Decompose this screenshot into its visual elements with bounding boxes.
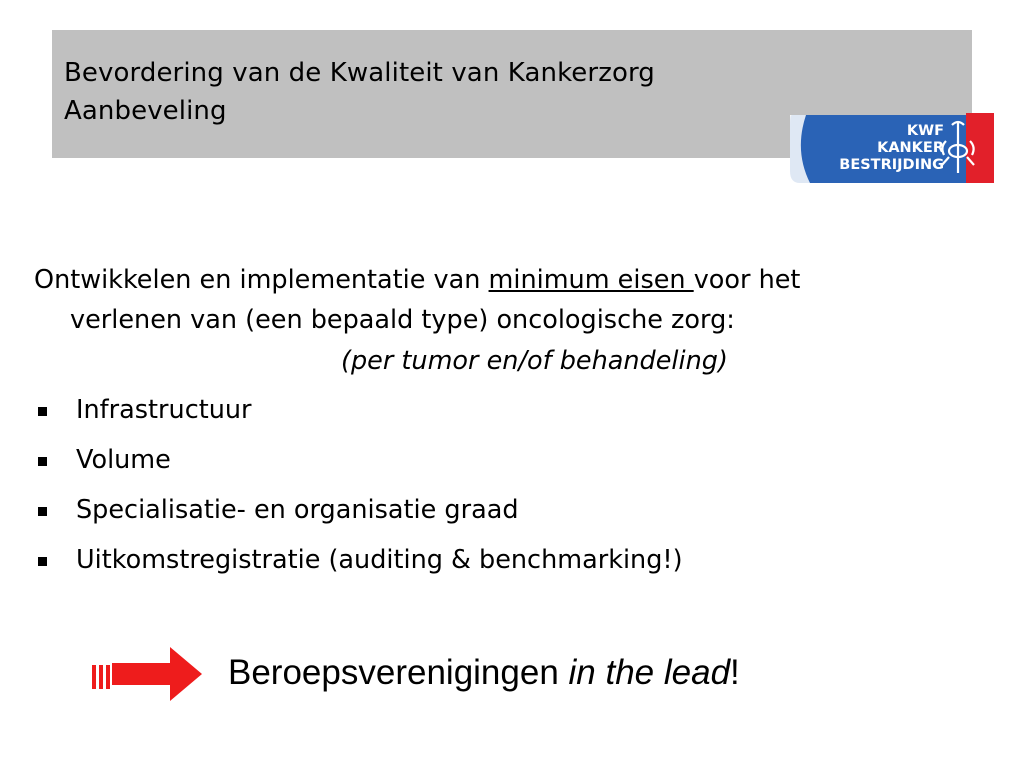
bullet-icon [38,407,47,416]
intro-emphasis: minimum eisen [488,265,694,295]
logo-text-kanker: KANKER [877,140,944,156]
intro-paragraph [34,260,984,340]
kwf-logo [786,111,996,185]
page-subtitle: Aanbeveling [64,96,227,126]
bullet-icon [38,557,47,566]
conclusion-text-end: ! [730,653,740,692]
conclusion-text-italic: in the lead [568,653,731,692]
conclusion-text-regular: Beroepsverenigingen [228,653,569,692]
page-title: Bevordering van de Kwaliteit van Kankerzorg [64,58,655,88]
bullet-icon [38,507,47,516]
list-item-text: Volume [76,445,171,475]
intro-text-start: Ontwikkelen en implementatie van [34,265,489,295]
list-item-text: Infrastructuur [76,395,252,425]
conclusion-text [228,653,740,693]
conclusion [84,645,984,705]
list-item-text: Specialisatie- en organisatie graad [76,495,519,525]
intro-text-end: voor het [693,265,801,295]
bullet-icon [38,457,47,466]
right-arrow-icon [84,645,204,703]
logo-text-bestrijding: BESTRIJDING [839,157,944,173]
intro-text-line2: verlenen van (een bepaald type) oncologische zorg: [70,305,735,335]
logo-text-kwf: KWF [906,123,944,139]
note-text: (per tumor en/of behandeling) [341,346,728,376]
list-item-text: Uitkomstregistratie (auditing & benchmarking!) [76,545,683,575]
